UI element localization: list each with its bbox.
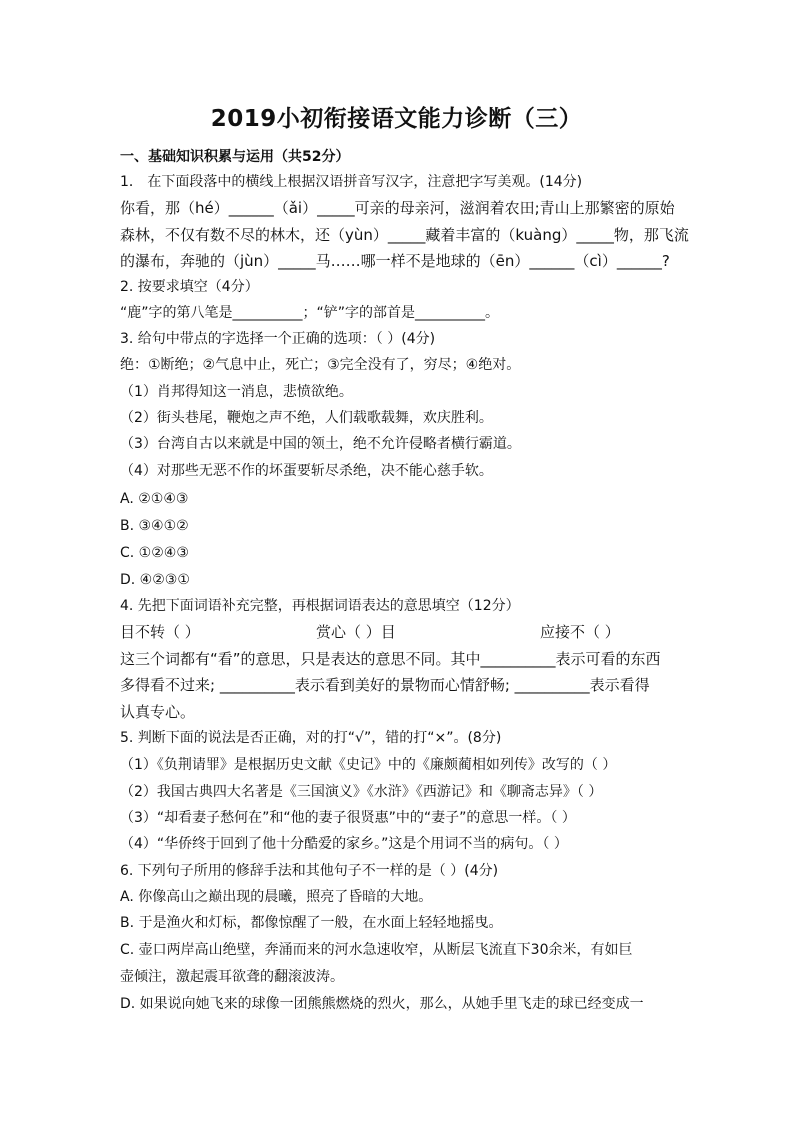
q6-stem: 6. 下列句子所用的修辞手法和其他句子不一样的是（ ）(4分) <box>120 863 499 879</box>
q3-definition: 绝：①断绝；②气息中止，死亡；③完全没有了，穷尽；④绝对。 <box>120 357 521 373</box>
q1-line-1: 你看，那（hé）______（ǎi）_____可亲的母亲河，滋润着农田;青山上那繁密的原始 <box>120 199 675 217</box>
q6-option-b: B. 于是渔火和灯标，都像惊醒了一般，在水面上轻轻地摇曳。 <box>120 915 503 931</box>
q3-option-b: B. ③④①② <box>120 518 189 534</box>
q4-word-3: 应接不（ ） <box>540 623 620 641</box>
q3-stem: 3. 给句中带点的字选择一个正确的选项：（ ）(4分) <box>120 331 436 347</box>
q3-sentence-1: （1）肖邦得知这一消息，悲愤欲绝。 <box>120 384 353 400</box>
q2-stem: 2. 按要求填空（4分） <box>120 279 259 295</box>
q5-stem: 5. 判断下面的说法是否正确，对的打“√”，错的打“×”。(8分) <box>120 730 502 746</box>
q4-stem: 4. 先把下面词语补充完整，再根据词语表达的意思填空（12分） <box>120 598 520 614</box>
q4-word-2: 赏心（ ）目 <box>316 623 396 641</box>
q3-sentence-4: （4）对那些无恶不作的坏蛋要斩尽杀绝，决不能心慈手软。 <box>120 463 493 479</box>
q1-line-3: 的瀑布，奔驰的（jùn）_____马……哪一样不是地球的（ēn）______（cì）______? <box>120 252 670 270</box>
q3-sentence-2: （2）街头巷尾，鞭炮之声不绝，人们载歌载舞，欢庆胜利。 <box>120 410 493 426</box>
q1-line-2: 森林，不仅有数不尽的林木，还（yùn）_____藏着丰富的（kuàng）_____物，那飞流 <box>120 226 689 244</box>
q2-line-1: “鹿”字的第八笔是__________；“铲”字的部首是__________。 <box>120 305 500 321</box>
q6-option-a: A. 你像高山之巅出现的晨曦，照亮了昏暗的大地。 <box>120 889 433 905</box>
q4-line-1: 这三个词都有“看”的意思，只是表达的意思不同。其中__________表示可看的东西 <box>120 650 661 668</box>
q3-sentence-3: （3）台湾自古以来就是中国的领土，绝不允许侵略者横行霸道。 <box>120 436 521 452</box>
q6-option-c-line-1: C. 壶口两岸高山绝壁，奔涌而来的河水急速收窄，从断层飞流直下30余米，有如巨 <box>120 942 633 958</box>
q4-word-1: 目不转（ ） <box>120 623 200 641</box>
q3-option-a: A. ②①④③ <box>120 491 189 507</box>
q4-line-2: 多得看不过来; __________表示看到美好的景物而心情舒畅; __________表示看得 <box>120 676 650 694</box>
q5-statement-3: （3）“却看妻子愁何在”和“他的妻子很贤惠”中的“妻子”的意思一样。（ ） <box>120 810 576 826</box>
q3-option-d: D. ④②③① <box>120 572 190 588</box>
q5-statement-4: （4）“华侨终于回到了他十分酷爱的家乡。”这是个用词不当的病句。（ ） <box>120 836 568 852</box>
q6-option-d-line-1: D. 如果说向她飞来的球像一团熊熊燃烧的烈火，那么，从她手里飞走的球已经变成一 <box>120 996 644 1012</box>
page-title: 2019小初衔接语文能力诊断（三） <box>210 106 583 132</box>
q3-option-c: C. ①②④③ <box>120 545 189 561</box>
section-heading: 一、基础知识积累与运用（共52分） <box>120 149 350 165</box>
q1-stem: 1． 在下面段落中的横线上根据汉语拼音写汉字，注意把字写美观。(14分) <box>120 174 583 190</box>
q4-line-3: 认真专心。 <box>120 703 196 721</box>
q5-statement-2: （2）我国古典四大名著是《三国演义》《水浒》《西游记》和《聊斋志异》（ ） <box>120 784 603 800</box>
q6-option-c-line-2: 壶倾注，激起震耳欲聋的翻滚波涛。 <box>120 969 344 985</box>
q5-statement-1: （1）《负荆请罪》是根据历史文献《史记》中的《廉颇蔺相如列传》改写的（ ） <box>120 757 617 773</box>
